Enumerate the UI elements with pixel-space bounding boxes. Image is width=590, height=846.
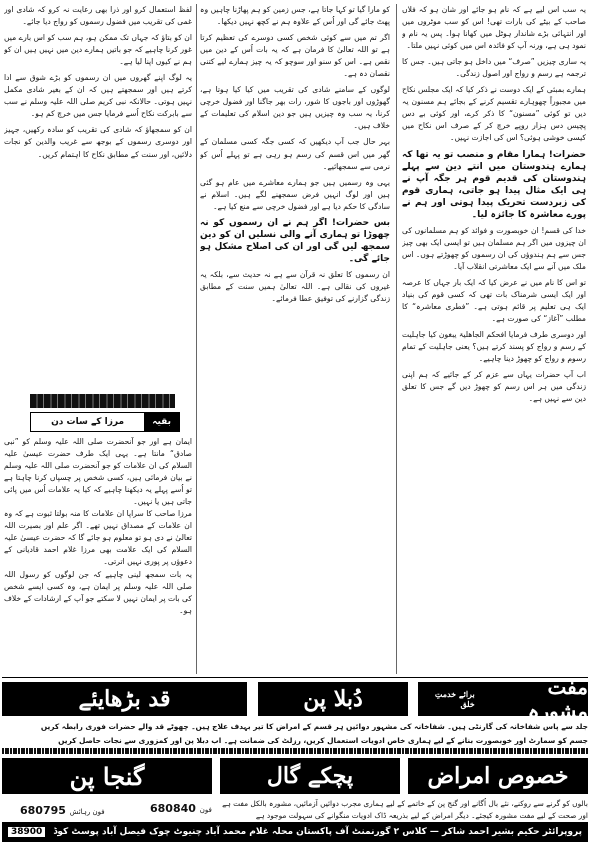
ad-phone-home-number: 680795 <box>20 804 66 817</box>
ad-phone-shop-number: 680840 <box>150 802 196 815</box>
paragraph: ان کو بتاؤ کہ جہاں تک ممکن ہو، ہم سب کو اس بارے میں غور کرنا چاہیے کہ جو باتیں ہمارے دین میں نہیں ہیں ان کو ہم نے کیوں اپنا لیا ہے۔ <box>4 33 192 67</box>
ad-text-line: جسم کو سمارٹ اور خوبصورت بنانے کے لیے ہماری خاص ادویات استعمال کریں، رزلٹ کی ضمانت ہے۔ اب دبلا پن اور کمزوری سے نجات حاصل کریں <box>58 736 588 745</box>
paragraph: مرزا صاحب کا سراپا ان علامات کا منہ بولتا ثبوت ہے کہ وہ ان علامات کے مصداق نہیں تھے۔ اگر علم اور بصیرت اللہ تعالیٰ نے دی ہو تو معلوم ہو جائے گا کہ حضرت عیسیٰ علیہ السلام کی ایک علامت بھی مرزا غلام احمد قادیانی کے دعوؤں پر پوری نہیں اترتی۔ <box>4 509 192 567</box>
paragraph: لفظ استعمال کرو اور ذرا بھی رعایت نہ کرو کہ شادی اور غمی کی تقریب میں فضول رسموں کو رواج دیا جائے۔ <box>4 5 192 27</box>
ad-postcode: 38900 <box>8 827 45 837</box>
ad-phone-home <box>20 804 105 817</box>
paragraph: ہمارے بمبئی کے ایک دوست نے ذکر کیا کہ ایک مجلس نکاح میں مجبوراً چھوہارے تقسیم کرنے کے بجائے ہم مسنون یہ دیں تو کوئی ”مسنون“ کا ذکر کرے، اور کوئی بے دس پچیس دس ہزار روپے خرچ کر کے صرف اس نکاح میں کیسی خوشی ہوئی؟ اس کی اجازت نہیں۔ <box>402 85 586 143</box>
ad-stripe <box>2 748 588 754</box>
ad-sunken-cheeks: پچکے گال <box>220 758 400 794</box>
paragraph: ان کو سمجھاؤ کہ شادی کی تقریب کو سادہ رکھیں، جہیز اور دوسری رسموں کے بوجھ سے غریب والدین کو نجات دلائیں، اور سنت کے مطابق نکاح کا اہتمام کریں۔ <box>4 125 192 159</box>
paragraph: ایمان ہے اور جو آنحضرت صلی اللہ علیہ وسلم کو ”نبی صادق“ مانتا ہے۔ یہی ایک طرف حضرت عیسیٰ علیہ السلام کی ان علامات کو جو آنحضرت صلی اللہ علیہ وسلم نے بیان فرمائی ہیں، کسی شخص پر چسپاں کرنا چاہتا ہے تو اُسے پہلے یہ دیکھنا چاہیے کہ کیا یہ علامات اُس میں پائی جاتی ہیں یا نہیں۔ <box>4 437 192 507</box>
paragraph: خدا کی قسم! ان خوبصورت و فوائد کو ہم مسلمانوں کی ان چیزوں میں اگر ہم مسلمان ہیں تو ایسی ایک بھی چیز جس سے ہم ہندوؤں کی ان رسموں کو چھوڑتے ہوں۔ اس ملک میں آنے سے ایک معاشرتی انقلاب آیا۔ <box>402 225 586 271</box>
ad-text-line: جلد سے پاس شفاخانہ کی گارنٹی ہیں۔ شفاخانہ کی مشہور دوائیں ہر قسم کے امراض کا تیر بہدف علاج ہیں۔ چھوٹے قد والے حضرات فوری رابطہ کریں <box>40 722 588 731</box>
continued-article <box>4 436 192 674</box>
ad-free-consultation-subtitle: برائے خدمتِ خلق <box>434 689 475 709</box>
continuation-title: مرزا کے سات دن <box>51 417 125 427</box>
paragraph: لوگوں کے سامنے شادی کی تقریب میں کیا کیا ہوتا ہے، گھوڑوں اور باجوں کا شور، رات بھر جاگنا اور فضول خرچی کرنا، یہ سب وہ چیزیں ہیں جو دین اسلام کی تعلیمات کے خلاف ہیں۔ <box>200 85 390 131</box>
ad-text-line: اور صحت کے لیے مفت مشورہ کیجئے۔ دیگر امراض کے لیے بذریعہ ڈاک ادویات منگوانے کی سہولت موجود ہے <box>255 811 588 820</box>
decorative-title-band <box>30 394 175 408</box>
ad-height-increase: قد بڑھایئے <box>2 682 247 716</box>
paragraph: اب آپ حضرات یہاں سے عزم کر کے جائیے کہ ہم اپنی زندگی میں ہر اس رسم کو چھوڑ دیں گے جس کا تعلق دین سے نہیں ہے۔ <box>402 370 586 404</box>
ad-free-consultation-title: مفت مشورہ <box>527 675 588 723</box>
paragraph: یہ سب اس لیے ہے کہ نام ہو جائے اور شان ہو کہ فلاں صاحب کے بیٹے کی بارات تھی! اس کو سب موٹروں میں اور انتہائی بڑے شاندار ہوٹل میں کھانا ہوا۔ پس یہ نام و نمود ہی ہے، ورنہ آپ کو فائدہ اس میں کوئی نہیں ملتا۔ <box>402 5 586 51</box>
column-divider <box>396 4 397 674</box>
ad-phone-shop-label: فون <box>199 806 212 814</box>
article-column-1 <box>402 4 586 672</box>
ad-footer-address: پروپرائٹر حکیم بشیر احمد شاکر — کلاس ۲ گورنمنٹ آف پاکستان محلہ غلام محمد آباد چنیوٹ چوک فیصل آباد پوسٹ کوڈ <box>53 827 582 837</box>
paragraph: اگر تم میں سے کوئی شخص کسی دوسرے کی تعظیم کرتا ہے تو اللہ تعالیٰ کا فرمان ہے کہ یہ بات اُس کے دین میں نقص ہے۔ اس کو سنو اور سوچو کہ یہ چیز ہمارے لیے کتنی نقصان دہ ہے۔ <box>200 33 390 79</box>
continuation-header <box>30 412 180 432</box>
paragraph: یہ لوگ اپنے گھروں میں ان رسموں کو بڑے شوق سے ادا کرتے ہیں اور سمجھتے ہیں کہ ان کے بغیر شادی مکمل نہیں ہوتی۔ حالانکہ نبی کریم صلی اللہ علیہ وسلم نے سب سے بابرکت نکاح اُسے فرمایا جس میں خرچ کم ہو۔ <box>4 73 192 119</box>
ad-phone-shop <box>150 802 212 815</box>
ad-special-diseases: خصوص امراض <box>408 758 588 794</box>
baqia-tag: بقیہ <box>144 413 179 431</box>
ad-free-consultation <box>418 675 588 723</box>
paragraph: یہ بات سمجھ لینی چاہیے کہ جن لوگوں کو رسول اللہ صلی اللہ علیہ وسلم پر ایمان ہے، وہ کسی ایسے شخص کی بات پر ایمان نہیں لا سکتے جو آپ کے ارشادات کے خلاف ہو۔ <box>4 569 192 615</box>
paragraph: تو اس کا نام میں نے عرض کیا کہ ایک بار جہاں کا عرصہ اور ایک ایسی شرمناک بات تھی کہ کسی قوم کی بنیاد ایک ہی تعلیم پر قائم ہوتی ہے۔ ”فطری معاشرہ“ کا مطلب ”آغاز“ کی صورت ہے۔ <box>402 277 586 324</box>
column-divider <box>196 4 197 674</box>
paragraph: ان رسموں کا تعلق نہ قرآن سے ہے نہ حدیث سے، بلکہ یہ غیروں کی نقالی ہے۔ اللہ تعالیٰ ہمیں سنت کے مطابق زندگی گزارنے کی توفیق عطا فرمائے۔ <box>200 269 390 304</box>
article-column-3 <box>4 4 192 389</box>
paragraph: کو مارا گیا تو کہا جاتا ہے، جس زمین کو ہم پھاڑنا چاہیں وہ پھٹ جائے گی اور اُس کے علاوہ ہم نے کچھ نہیں دیکھا۔ <box>200 5 390 27</box>
ad-thinness: دُبلا پن <box>258 682 408 716</box>
paragraph: یہی وہ رسمیں ہیں جو ہمارے معاشرے میں عام ہو گئی ہیں اور لوگ انہیں فرض سمجھنے لگے ہیں۔ اسلام نے سادگی کا حکم دیا ہے اور فضول خرچی سے منع کیا ہے۔ <box>200 177 390 211</box>
paragraph: بس حضرات! اگر ہم نے ان رسموں کو نہ چھوڑا تو ہماری آنے والی نسلیں ان کو دین سمجھ لیں گی اور ان کی اصلاح مشکل ہو جائے گی۔ <box>200 217 390 264</box>
paragraph: بہر حال جب آپ دیکھیں کہ کسی جگہ کسی مسلمان کے گھر میں اس قسم کی رسم ہو رہی ہے تو پہلے اُس کو نرمی سے سمجھائیے۔ <box>200 137 390 171</box>
ad-footer <box>2 822 588 842</box>
paragraph: حضرات! ہمارا مقام و منصب تو یہ تھا کہ ہمارے ہندوستان میں انتے دین سے پہلے ہندوستان کی قدیم قوم ہر جگہ آپ نے ہی ایک مثال پیدا ہو جاتی، ہماری قوم کی زبردست تحریک پیدا ہوتی اور ہم نے پورے معاشرہ کا جائزہ لیا۔ <box>402 149 586 220</box>
article-column-2 <box>200 4 390 672</box>
ad-baldness: گنجا پن <box>2 758 212 794</box>
paragraph: اور دوسری طرف فرمایا افحکم الجاھلیۃ یبغون کیا جاہلیت کے رسم و رواج کو پسند کرتے ہیں؟ یعنی جاہلیت کے تمام رسوم و رواج کو چھوڑ دینا چاہیے۔ <box>402 330 586 364</box>
ad-text-line: بالوں کو گرنے سے روکنے، نئے بال اُگانے اور گنج پن کے خاتمے کے لیے ہماری مجرب دوائیں آزمائیں، مشورہ بالکل مفت ہے <box>222 799 588 808</box>
paragraph: یہ ساری چیزیں ”صرف“ میں داخل ہو جاتی ہیں۔ جس کا ترجمہ ہے رسم و رواج اور اصول زندگی۔ <box>402 57 586 79</box>
ad-phone-home-label: فون رہائش <box>69 808 105 816</box>
advertisement <box>2 675 588 844</box>
